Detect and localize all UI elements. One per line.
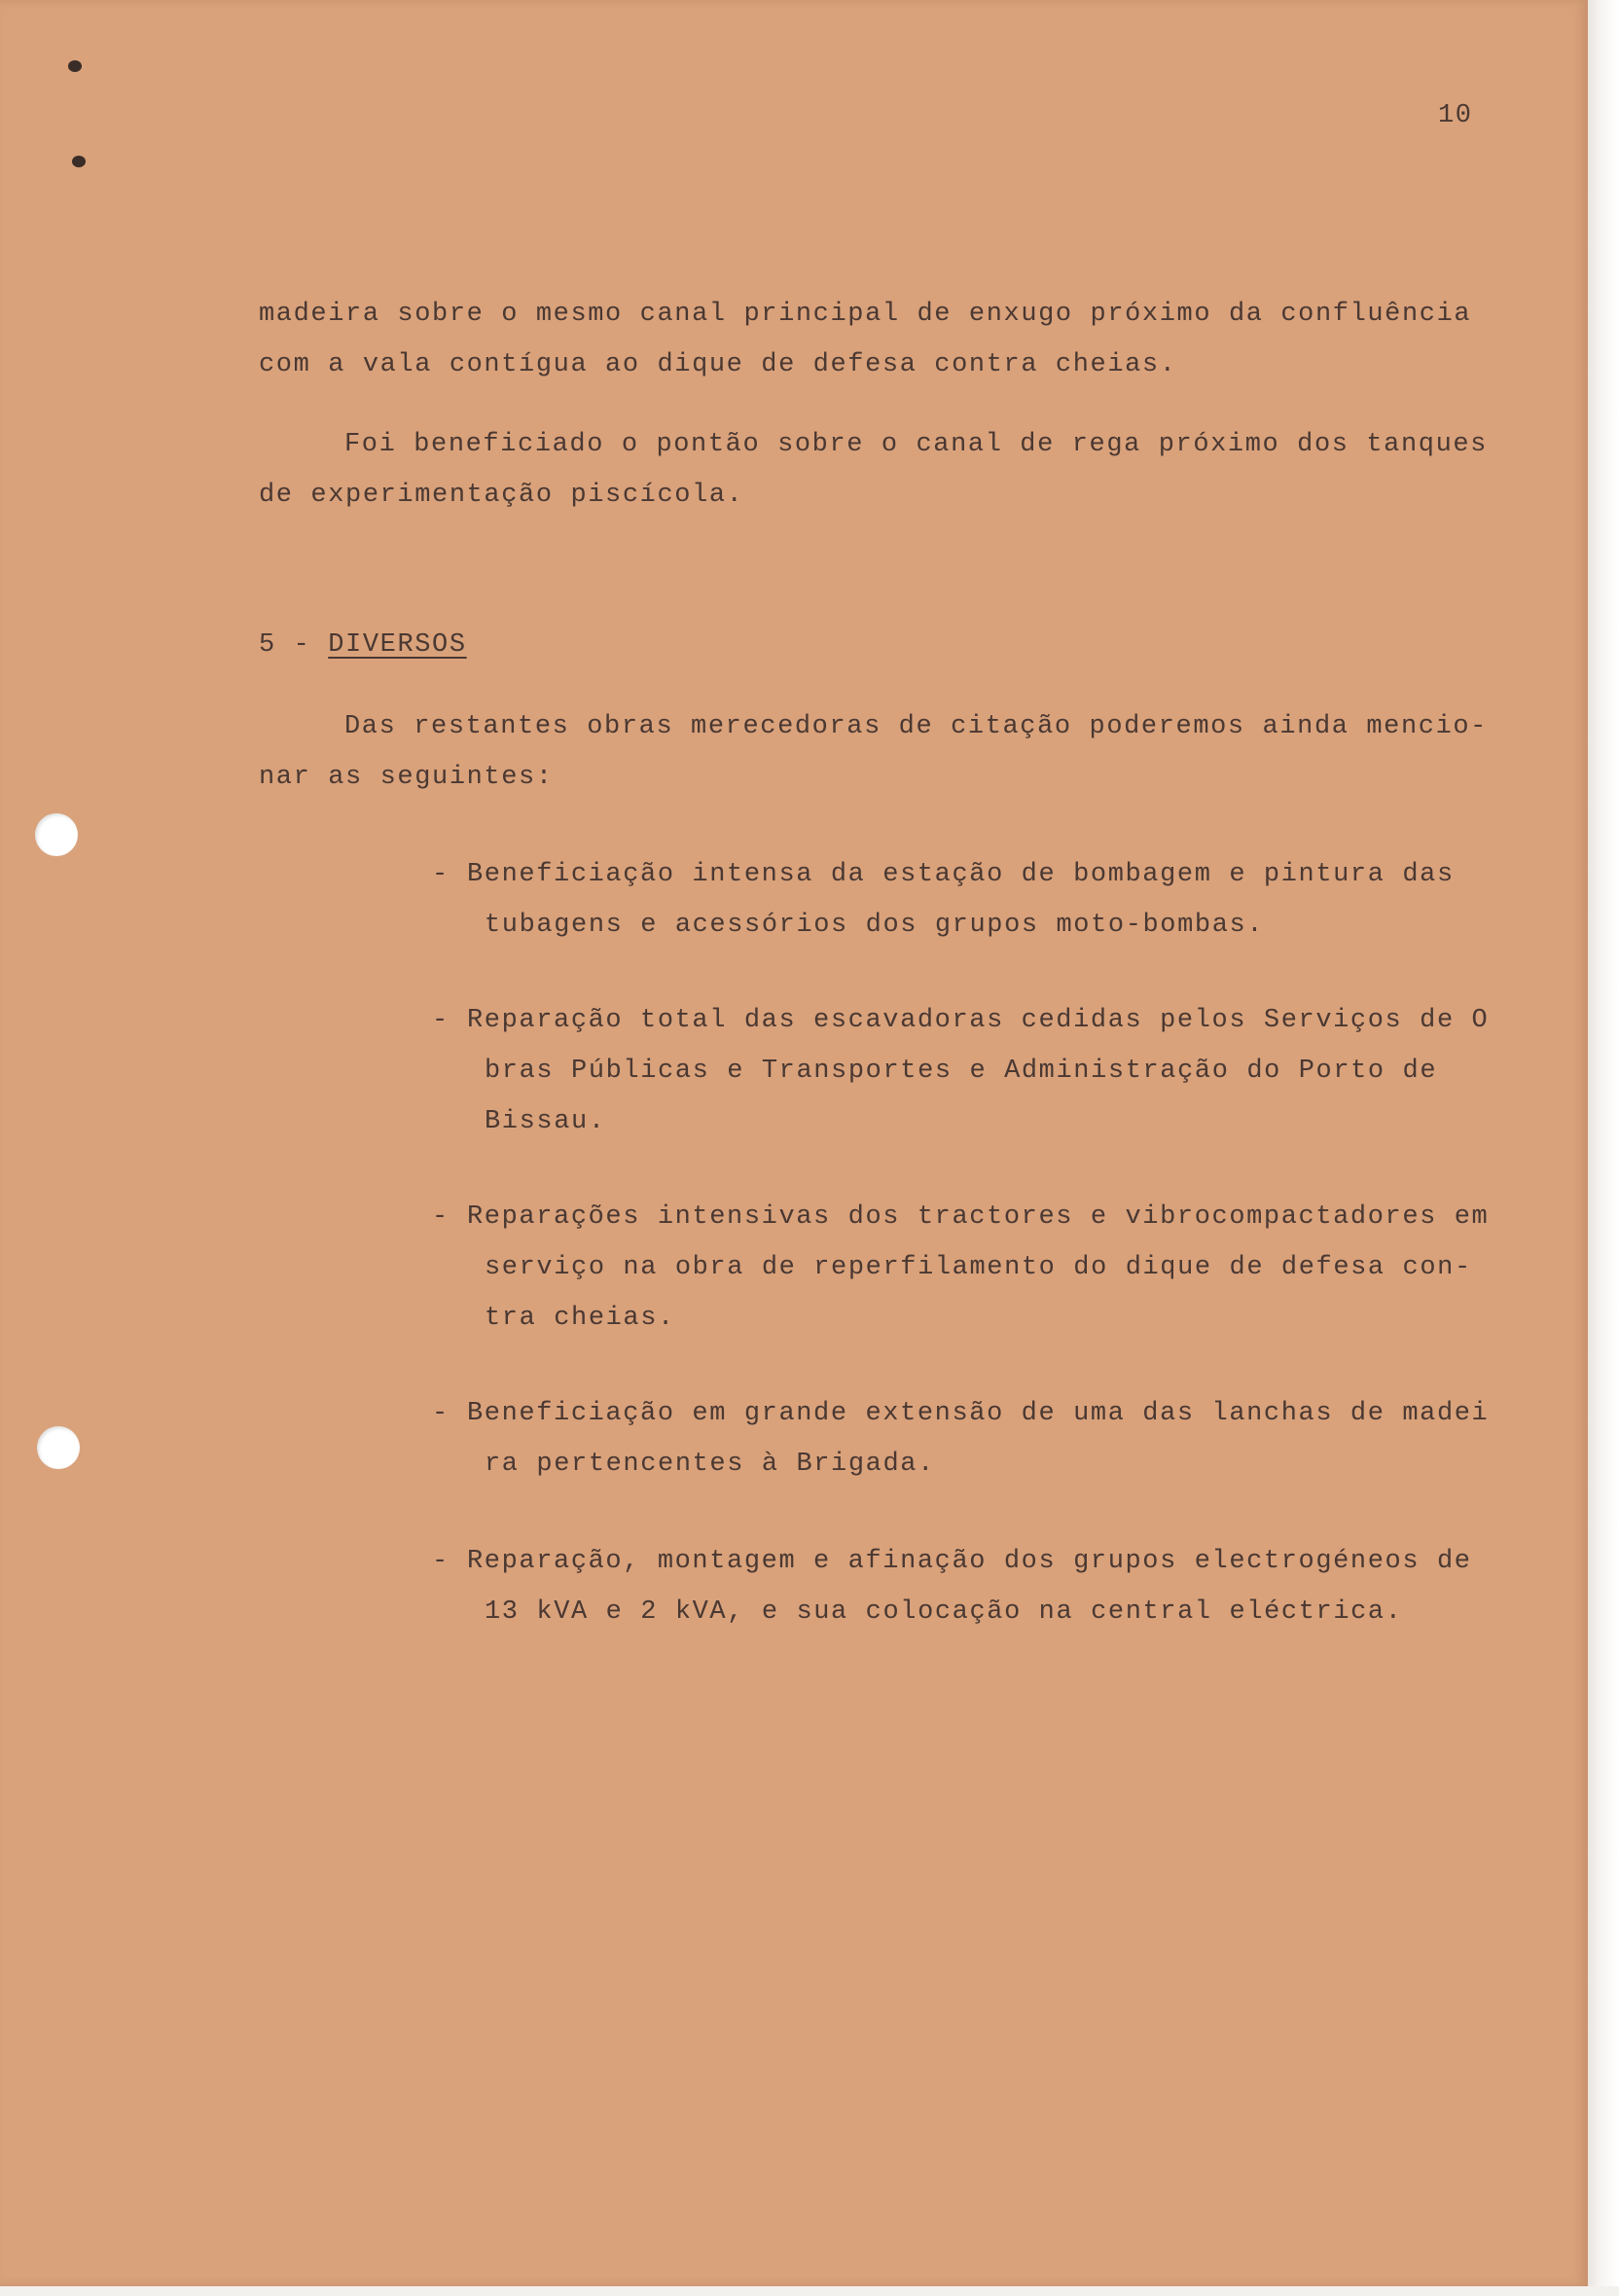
paragraph-line: nar as seguintes: (259, 763, 554, 792)
paragraph-line: com a vala contígua ao dique de defesa contra cheias. (259, 350, 1177, 379)
list-item-line: 13 kVA e 2 kVA, e sua colocação na central eléctrica. (485, 1597, 1403, 1627)
list-item-line: tra cheias. (485, 1304, 675, 1333)
list-item-line: tubagens e acessórios dos grupos moto-bombas. (485, 911, 1265, 940)
list-item-line: bras Públicas e Transportes e Administração do Porto de (485, 1057, 1438, 1086)
paragraph-line: Das restantes obras merecedoras de citação poderemos ainda mencio- (344, 712, 1488, 741)
list-item-dash: - (432, 1202, 450, 1232)
list-item-line: Beneficiação intensa da estação de bombagem e pintura das (467, 860, 1455, 889)
staple-mark-bottom (72, 156, 86, 167)
list-item-line: Reparação total das escavadoras cedidas pelos Serviços de O (467, 1006, 1490, 1035)
staple-mark-top (68, 60, 82, 72)
list-item-line: Reparação, montagem e afinação dos grupos electrogéneos de (467, 1547, 1472, 1576)
punch-hole-upper (35, 813, 78, 856)
scan-edge-right (1588, 0, 1619, 2296)
list-item-dash: - (432, 860, 450, 889)
list-item-line: Beneficiação em grande extensão de uma das lanchas de madei (467, 1399, 1490, 1428)
paragraph-line: madeira sobre o mesmo canal principal de enxugo próximo da confluência (259, 300, 1472, 329)
page-number: 10 (1438, 101, 1473, 130)
paragraph-line: de experimentação piscícola. (259, 481, 744, 510)
list-item-dash: - (432, 1399, 450, 1428)
punch-hole-lower (37, 1426, 80, 1469)
scan-edge-bottom (0, 2286, 1619, 2296)
list-item-dash: - (432, 1547, 450, 1576)
paragraph-line: Foi beneficiado o pontão sobre o canal de rega próximo dos tanques (344, 430, 1488, 459)
list-item-line: Bissau. (485, 1107, 606, 1136)
list-item-dash: - (432, 1006, 450, 1035)
section-number: 5 - (259, 630, 311, 660)
list-item-line: Reparações intensivas dos tractores e vibrocompactadores em (467, 1202, 1490, 1232)
section-title: DIVERSOS (328, 630, 467, 660)
section-heading (259, 630, 467, 660)
list-item-line: serviço na obra de reperfilamento do dique de defesa con- (485, 1253, 1472, 1282)
list-item-line: ra pertencentes à Brigada. (485, 1450, 935, 1479)
